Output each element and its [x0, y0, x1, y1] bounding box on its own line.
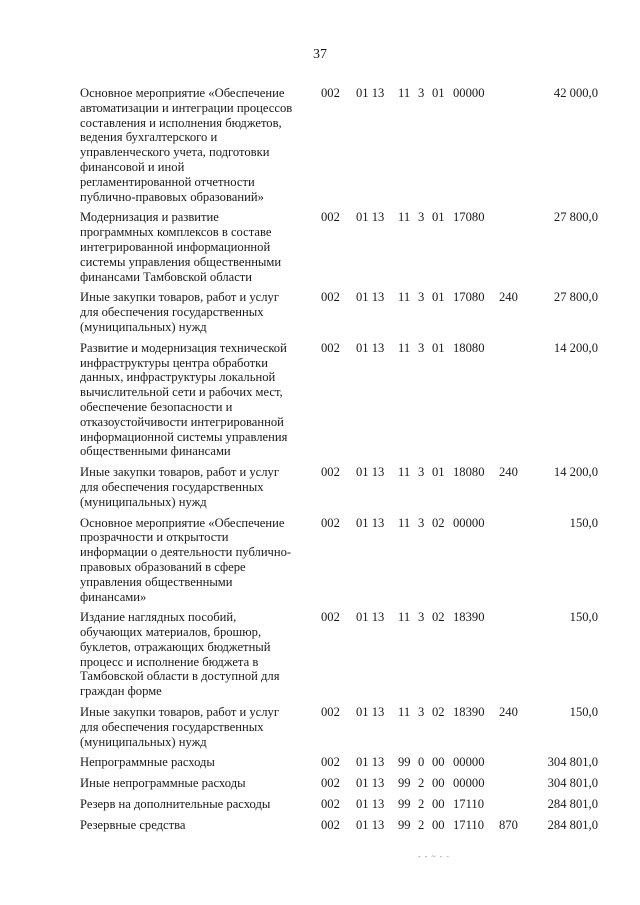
row-description: Основное мероприятие «Обеспечение автоматизации и интеграции процессов составления и исполнения бюджетов, ведения бухгалтерского и управленческого учета, подготовки финансовой и иной регламентированной отчетности публично-правовых образований»	[80, 86, 293, 204]
cell-amount: 284 801,0	[547, 797, 598, 812]
cell-event: 02	[432, 515, 445, 530]
cell-program: 99	[398, 817, 411, 832]
cell-subprogram: 2	[418, 797, 425, 812]
cell-expense-type: 240	[499, 705, 518, 720]
cell-section: 01 13	[356, 705, 385, 720]
table-row	[80, 516, 620, 605]
cell-gov-code: 002	[321, 86, 340, 100]
row-description: Издание наглядных пособий, обучающих материалов, брошюр, буклетов, отражающих бюджетный процесс и исполнение бюджета в Тамбовской области в доступной для граждан форме	[80, 610, 280, 699]
cell-event: 01	[432, 465, 445, 480]
cell-expense-type: 240	[499, 290, 518, 305]
cell-amount: 27 800,0	[553, 210, 598, 225]
cell-subprogram: 3	[418, 610, 425, 625]
table-row	[80, 341, 620, 459]
cell-program: 11	[398, 705, 411, 720]
cell-amount: 14 200,0	[553, 340, 598, 355]
row-description: Иные закупки товаров, работ и услуг для обеспечения государственных (муниципальных) нужд	[80, 290, 280, 334]
cell-event: 02	[432, 610, 445, 625]
cell-gov-code: 002	[321, 515, 340, 530]
cell-program: 11	[398, 515, 411, 530]
table-row	[80, 465, 620, 509]
cell-direction: 00000	[453, 776, 485, 791]
cell-event: 00	[432, 797, 445, 812]
cell-amount: 304 801,0	[547, 755, 598, 770]
cell-event: 01	[432, 290, 445, 305]
cell-event: 00	[432, 755, 445, 770]
table-row	[80, 86, 620, 204]
cell-direction: 18080	[453, 465, 485, 480]
cell-section: 01 13	[356, 340, 385, 355]
cell-amount: 150,0	[569, 515, 598, 530]
cell-amount: 27 800,0	[553, 290, 598, 305]
cell-program: 11	[398, 340, 411, 355]
cell-event: 01	[432, 86, 445, 100]
table-row	[80, 210, 620, 284]
table-row	[80, 290, 620, 334]
table-row	[80, 797, 620, 812]
table-row	[80, 705, 620, 749]
cell-gov-code: 002	[321, 797, 340, 812]
cell-program: 11	[398, 610, 411, 625]
cell-subprogram: 2	[418, 817, 425, 832]
cell-section: 01 13	[356, 465, 385, 480]
cell-section: 01 13	[356, 610, 385, 625]
cell-direction: 17080	[453, 290, 485, 305]
cell-amount: 304 801,0	[547, 776, 598, 791]
cell-amount: 284 801,0	[547, 817, 598, 832]
cell-program: 99	[398, 755, 411, 770]
cell-program: 99	[398, 776, 411, 791]
cell-amount: 150,0	[569, 610, 598, 625]
cell-expense-type: 240	[499, 465, 518, 480]
cell-subprogram: 0	[418, 755, 425, 770]
table-row	[80, 776, 620, 791]
cell-amount: 150,0	[569, 705, 598, 720]
cell-direction: 17110	[453, 817, 485, 832]
cell-section: 01 13	[356, 210, 385, 225]
cell-gov-code: 002	[321, 817, 340, 832]
cell-subprogram: 3	[418, 290, 425, 305]
cell-direction: 00000	[453, 755, 485, 770]
row-description: Развитие и модернизация технической инфраструктуры центра обработки данных, инфраструктуры локальной вычислительной сети и рабочих мест, обеспечение безопасности и отказоустойчивости интегрированной информационной системы управления общественными финансами	[80, 340, 288, 459]
cell-section: 01 13	[356, 86, 385, 100]
cell-subprogram: 3	[418, 515, 425, 530]
cell-section: 01 13	[356, 776, 385, 791]
cell-direction: 17110	[453, 797, 485, 812]
cell-program: 99	[398, 797, 411, 812]
cell-subprogram: 3	[418, 210, 425, 225]
cell-event: 00	[432, 776, 445, 791]
cell-section: 01 13	[356, 515, 385, 530]
cell-program: 11	[398, 290, 411, 305]
cell-event: 02	[432, 705, 445, 720]
cell-gov-code: 002	[321, 290, 340, 305]
cell-section: 01 13	[356, 755, 385, 770]
cell-direction: 17080	[453, 210, 485, 225]
cell-expense-type: 870	[499, 817, 518, 832]
table-row	[80, 755, 620, 770]
budget-table	[80, 86, 620, 839]
cell-direction: 18080	[453, 340, 485, 355]
table-row	[80, 818, 620, 833]
cell-direction: 18390	[453, 610, 485, 625]
row-description: Иные закупки товаров, работ и услуг для обеспечения государственных (муниципальных) нужд	[80, 465, 280, 509]
table-row	[80, 610, 620, 699]
row-description: Непрограммные расходы	[80, 755, 215, 770]
cell-subprogram: 3	[418, 86, 425, 100]
cell-gov-code: 002	[321, 705, 340, 720]
cell-amount: 42 000,0	[553, 86, 598, 100]
cell-gov-code: 002	[321, 776, 340, 791]
cell-event: 01	[432, 340, 445, 355]
cell-gov-code: 002	[321, 465, 340, 480]
cell-section: 01 13	[356, 797, 385, 812]
cell-subprogram: 3	[418, 465, 425, 480]
cell-gov-code: 002	[321, 755, 340, 770]
cell-gov-code: 002	[321, 610, 340, 625]
cell-program: 11	[398, 465, 411, 480]
cell-subprogram: 3	[418, 340, 425, 355]
cell-event: 01	[432, 210, 445, 225]
cell-direction: 00000	[453, 86, 485, 100]
cell-subprogram: 2	[418, 776, 425, 791]
cell-direction: 18390	[453, 705, 485, 720]
row-description: Резервные средства	[80, 817, 186, 832]
row-description: Модернизация и развитие программных комплексов в составе интегрированной информационной системы управления общественными финансами Тамбовской области	[80, 210, 282, 284]
cell-section: 01 13	[356, 817, 385, 832]
cell-program: 11	[398, 86, 411, 100]
row-description: Иные непрограммные расходы	[80, 776, 246, 791]
cell-gov-code: 002	[321, 340, 340, 355]
row-description: Иные закупки товаров, работ и услуг для обеспечения государственных (муниципальных) нужд	[80, 705, 280, 749]
cell-program: 11	[398, 210, 411, 225]
row-description: Основное мероприятие «Обеспечение прозрачности и открытости информации о деятельности публично- правовых образований в сфере управления общественными финансами»	[80, 515, 292, 604]
row-description: Резерв на дополнительные расходы	[80, 797, 271, 812]
cell-amount: 14 200,0	[553, 465, 598, 480]
cell-subprogram: 3	[418, 705, 425, 720]
scan-artifact: - - ~ - -	[418, 852, 450, 861]
cell-event: 00	[432, 817, 445, 832]
cell-gov-code: 002	[321, 210, 340, 225]
cell-direction: 00000	[453, 515, 485, 530]
page-number: 37	[313, 47, 327, 62]
cell-section: 01 13	[356, 290, 385, 305]
